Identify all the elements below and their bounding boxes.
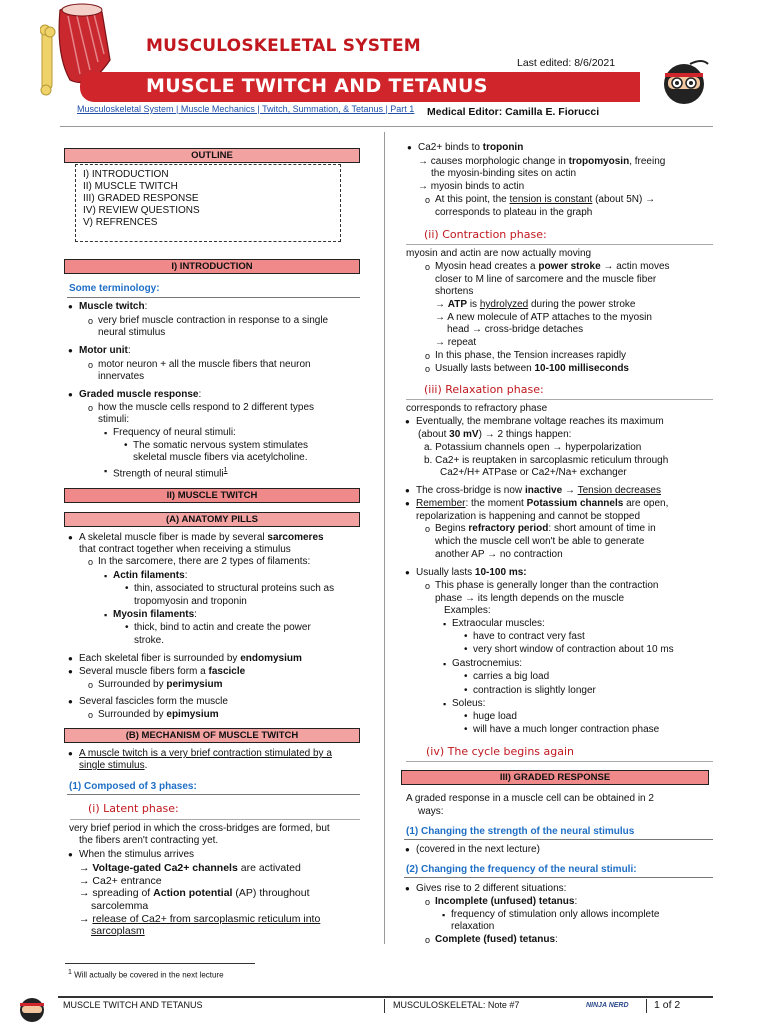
paragraph: A graded response in a muscle cell can be obtained in 2 xyxy=(406,793,654,804)
paragraph: very brief period in which the cross-bridges are formed, but xyxy=(69,823,330,834)
list-item: ● Several muscle fibers form a fascicle xyxy=(79,666,245,678)
list-item: ▪ Myosin filaments: xyxy=(113,609,197,621)
list-item: Ca2+/H+ ATPase or Ca2+/Na+ exchanger xyxy=(440,467,627,478)
page-number: 1 of 2 xyxy=(654,999,681,1011)
list-item: • carries a big load xyxy=(473,671,549,683)
list-item: ▪ Actin filaments: xyxy=(113,570,187,582)
outline-heading: OUTLINE xyxy=(64,148,360,163)
list-item: shortens xyxy=(435,286,474,297)
list-item: that contract together when receiving a stimulus xyxy=(79,544,291,555)
list-item: (about 30 mV) → 2 things happen: xyxy=(418,429,572,440)
term-muscle-twitch: ● Muscle twitch: xyxy=(79,301,147,313)
subheading-rule xyxy=(404,877,713,878)
list-item: tropomyosin and troponin xyxy=(134,596,247,607)
subheading-rule xyxy=(406,244,713,245)
term-graded-response: ● Graded muscle response: xyxy=(79,389,201,401)
medical-editor: Medical Editor: Camilla E. Fiorucci xyxy=(427,106,600,118)
list-item: • contraction is slightly longer xyxy=(473,685,596,697)
list-item: o This phase is generally longer than the contraction xyxy=(435,580,658,592)
list-item: ● Ca2+ binds to troponin xyxy=(418,142,523,154)
list-item: o Usually lasts between 10-100 milliseconds xyxy=(435,363,629,375)
list-item: • The somatic nervous system stimulates xyxy=(133,440,308,452)
list-item: → ATP is hydrolyzed during the power stroke xyxy=(435,299,636,310)
definition-text: o very brief muscle contraction in response to a single xyxy=(98,315,328,327)
column-divider xyxy=(384,132,385,944)
list-item: → Ca2+ entrance xyxy=(79,875,162,887)
list-item: sarcolemma xyxy=(91,900,149,912)
list-item: ▪ Strength of neural stimuli$^1$ xyxy=(113,465,228,481)
subheading-rule xyxy=(404,839,713,840)
outline-item[interactable]: II) MUSCLE TWITCH xyxy=(83,181,178,192)
list-item: • will have a much longer contraction phase xyxy=(473,724,659,736)
subheading-rule xyxy=(406,761,713,762)
list-item: → spreading of Action potential (AP) throughout xyxy=(79,887,310,899)
footer-divider xyxy=(58,996,713,998)
list-item: repolarization is happening and cannot be stopped xyxy=(416,511,641,522)
subsection-heading-anatomy: (A) ANATOMY PILLS xyxy=(64,512,360,527)
list-item: o In this phase, the Tension increases rapidly xyxy=(435,350,626,362)
ninja-footer-icon xyxy=(14,994,50,1022)
list-item: o Surrounded by epimysium xyxy=(98,709,219,721)
list-item: ● (covered in the next lecture) xyxy=(416,844,540,856)
list-item: another AP → no contraction xyxy=(435,549,563,560)
list-item: single stimulus. xyxy=(79,760,148,771)
subsection-heading-mechanism: (B) MECHANISM OF MUSCLE TWITCH xyxy=(64,728,360,743)
list-item: closer to M line of sarcomere and the muscle fiber xyxy=(435,274,657,285)
footnote: $^1$ Will actually be covered in the next lecture xyxy=(68,969,224,980)
subheading-rule xyxy=(67,794,360,795)
list-item: head → cross-bridge detaches xyxy=(447,324,584,335)
definition-text: o how the muscle cells respond to 2 different types xyxy=(98,402,314,414)
graded-frequency-subheading: (2) Changing the frequency of the neural stimuli: xyxy=(406,864,637,875)
latent-phase-heading: (i) Latent phase: xyxy=(88,802,179,815)
contraction-phase-heading: (ii) Contraction phase: xyxy=(424,228,547,241)
list-item: ▪ Extraocular muscles: xyxy=(452,618,545,630)
footer-note-number: MUSCULOSKELETAL: Note #7 xyxy=(393,1000,520,1010)
list-item: o Begins refractory period: short amount of time in xyxy=(435,523,656,535)
list-item: • have to contract very fast xyxy=(473,631,585,643)
graded-strength-subheading: (1) Changing the strength of the neural stimulus xyxy=(406,826,635,837)
breadcrumb-link[interactable]: Musculoskeletal System | Muscle Mechanics | Twitch, Summation, & Tetanus | Part 1 xyxy=(77,104,415,114)
list-item: o Incomplete (unfused) tetanus: xyxy=(435,896,577,908)
list-item: which the muscle cell won't be able to generate xyxy=(435,536,645,547)
paragraph: myosin and actin are now actually moving xyxy=(406,248,592,259)
list-item: ● When the stimulus arrives xyxy=(79,849,194,861)
definition-text: neural stimulus xyxy=(98,327,166,338)
section-heading-graded-response: III) GRADED RESPONSE xyxy=(401,770,709,785)
footnote-ref[interactable]: 1 xyxy=(223,467,228,474)
list-item: ● A muscle twitch is a very brief contraction stimulated by a xyxy=(79,748,332,760)
list-item: ● A skeletal muscle fiber is made by several sarcomeres xyxy=(79,532,324,544)
list-item: o Myosin head creates a power stroke → actin moves xyxy=(435,261,670,273)
terminology-subheading: Some terminology: xyxy=(69,283,160,294)
list-item: ● Remember: the moment Potassium channels are open, xyxy=(416,498,668,510)
page-title: MUSCLE TWITCH AND TETANUS xyxy=(146,75,488,97)
list-item: • thick, bind to actin and create the power xyxy=(134,622,311,634)
paragraph: corresponds to refractory phase xyxy=(406,403,548,414)
list-item: b. Ca2+ is reuptaken in sarcoplasmic reticulum through xyxy=(424,455,669,466)
list-item: → A new molecule of ATP attaches to the myosin xyxy=(435,312,652,323)
subheading-rule xyxy=(70,819,360,820)
list-item: o Surrounded by perimysium xyxy=(98,679,223,691)
list-item: ● The cross-bridge is now inactive → Tension decreases xyxy=(416,485,661,497)
list-item: • very short window of contraction about 10 ms xyxy=(473,644,674,656)
list-item: corresponds to plateau in the graph xyxy=(435,207,593,218)
section-heading-muscle-twitch: II) MUSCLE TWITCH xyxy=(64,488,360,503)
list-item: relaxation xyxy=(451,921,495,932)
phases-subheading: (1) Composed of 3 phases: xyxy=(69,781,197,792)
list-item: ● Each skeletal fiber is surrounded by endomysium xyxy=(79,653,302,665)
list-item: ● Eventually, the membrane voltage reaches its maximum xyxy=(416,416,664,428)
list-item: ● Several fascicles form the muscle xyxy=(79,696,228,708)
subheading-rule xyxy=(67,297,360,298)
list-item: sarcoplasm xyxy=(91,925,145,937)
list-item: ▪ Gastrocnemius: xyxy=(452,658,522,670)
list-item: • thin, associated to structural proteins such as xyxy=(134,583,334,595)
ninja-mascot-icon xyxy=(660,58,710,106)
section-heading-introduction: I) INTRODUCTION xyxy=(64,259,360,274)
list-item: ▪ frequency of stimulation only allows incomplete xyxy=(451,909,659,921)
paragraph: the fibers aren't contracting yet. xyxy=(79,835,219,846)
list-item: ▪ Frequency of neural stimuli: xyxy=(113,427,236,439)
footer-separator xyxy=(646,999,647,1013)
outline-item[interactable]: IV) REVIEW QUESTIONS xyxy=(83,205,200,216)
list-item: stroke. xyxy=(134,635,165,646)
last-edited-date: Last edited: 8/6/2021 xyxy=(517,57,616,69)
paragraph: ways: xyxy=(418,806,444,817)
term-motor-unit: ● Motor unit: xyxy=(79,345,131,357)
list-item: phase → its length depends on the muscle xyxy=(435,593,625,604)
list-item: ▪ Soleus: xyxy=(452,698,485,710)
list-item: ● Gives rise to 2 different situations: xyxy=(416,883,566,895)
list-item: → Voltage-gated Ca2+ channels are activated xyxy=(79,862,301,874)
footer-topic: MUSCLE TWITCH AND TETANUS xyxy=(63,1000,203,1010)
list-item: o In the sarcomere, there are 2 types of filaments: xyxy=(98,556,310,568)
relaxation-phase-heading: (iii) Relaxation phase: xyxy=(424,383,544,396)
list-item: → repeat xyxy=(435,337,477,348)
header-divider xyxy=(60,126,713,127)
outline-item[interactable]: I) INTRODUCTION xyxy=(83,169,169,180)
list-item: the myosin-binding sites on actin xyxy=(431,168,577,179)
list-item: Examples: xyxy=(444,605,491,616)
list-item: → causes morphologic change in tropomyosin, freeing xyxy=(418,156,666,167)
list-item: ● Usually lasts 10-100 ms: xyxy=(416,567,527,579)
ninja-nerd-logo: NINJA NERD xyxy=(586,1002,629,1009)
list-item: skeletal muscle fibers via acetylcholine. xyxy=(133,452,308,463)
list-item: o Complete (fused) tetanus: xyxy=(435,934,558,946)
list-item: o At this point, the tension is constant (about 5N) → xyxy=(435,194,655,206)
outline-item[interactable]: III) GRADED RESPONSE xyxy=(83,193,199,204)
footnote-rule xyxy=(65,963,255,964)
footer-separator xyxy=(384,999,385,1013)
subheading-rule xyxy=(406,399,713,400)
list-item: a. Potassium channels open → hyperpolarization xyxy=(424,442,642,453)
outline-box xyxy=(75,164,341,242)
list-item: • huge load xyxy=(473,711,517,723)
cycle-heading: (iv) The cycle begins again xyxy=(426,745,575,758)
outline-item[interactable]: V) REFRENCES xyxy=(83,217,158,228)
system-title: MUSCULOSKELETAL SYSTEM xyxy=(146,36,421,56)
list-item: → release of Ca2+ from sarcoplasmic reticulum into xyxy=(79,913,321,925)
list-item: → myosin binds to actin xyxy=(418,181,525,192)
definition-text: stimuli: xyxy=(98,414,130,425)
definition-text: o motor neuron + all the muscle fibers that neuron xyxy=(98,359,311,371)
definition-text: innervates xyxy=(98,371,145,382)
